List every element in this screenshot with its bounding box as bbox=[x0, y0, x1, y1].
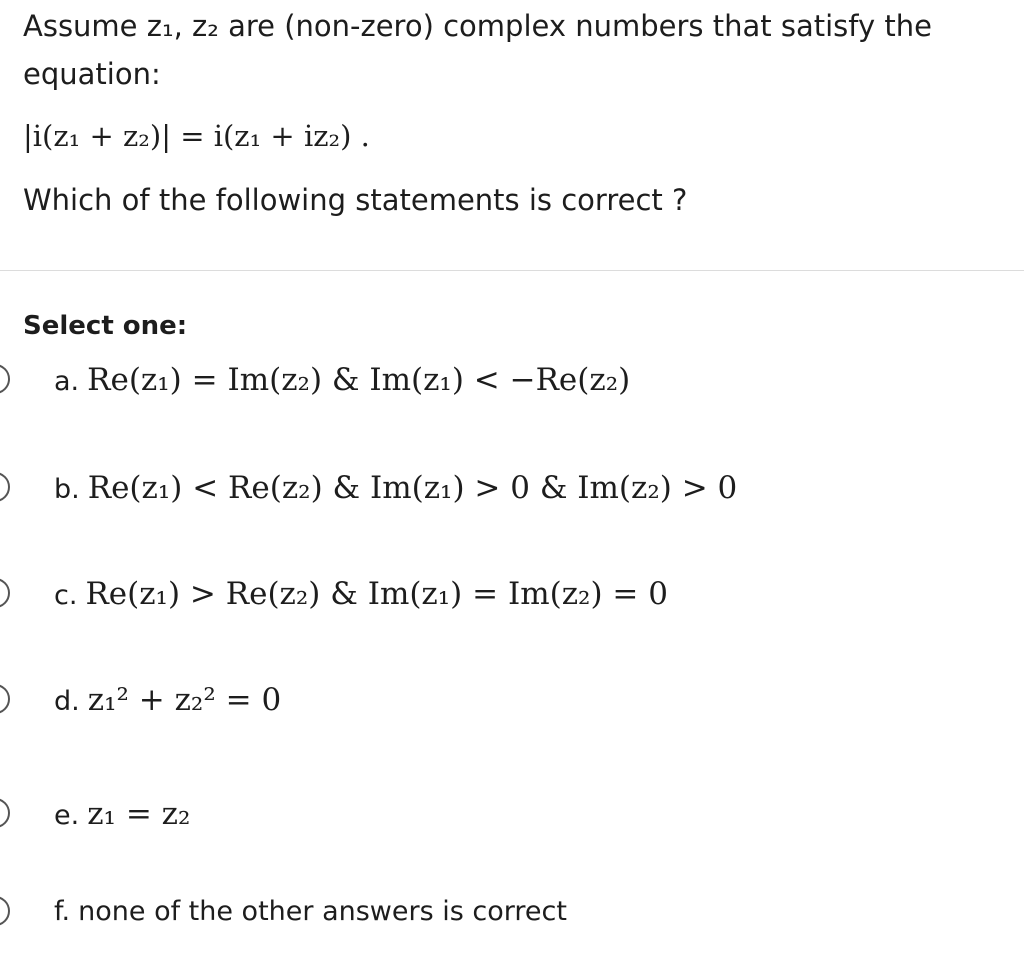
option-c-math: Re(z₁) > Re(z₂) & Im(z₁) = Im(z₂) = 0 bbox=[85, 576, 668, 612]
select-one-label: Select one: bbox=[23, 311, 188, 341]
option-f[interactable] bbox=[0, 884, 1000, 944]
option-a-letter: a. bbox=[54, 366, 80, 397]
option-e-radio[interactable] bbox=[0, 798, 10, 828]
section-divider bbox=[0, 270, 1024, 271]
option-a-radio[interactable] bbox=[0, 364, 10, 394]
option-d-letter: d. bbox=[54, 686, 80, 717]
option-e-math: z₁ = z₂ bbox=[87, 796, 191, 832]
question-line-1: Assume z₁, z₂ are (non-zero) complex numbers that satisfy the bbox=[23, 9, 932, 43]
option-c[interactable] bbox=[0, 566, 1000, 626]
option-d-math: z₁² + z₂² = 0 bbox=[87, 682, 282, 718]
option-e[interactable] bbox=[0, 786, 1000, 846]
option-a[interactable] bbox=[0, 352, 1000, 412]
question-prompt: Which of the following statements is correct ? bbox=[23, 183, 688, 217]
option-a-math: Re(z₁) = Im(z₂) & Im(z₁) < −Re(z₂) bbox=[87, 362, 631, 398]
option-e-letter: e. bbox=[54, 800, 80, 831]
option-f-letter: f. bbox=[54, 896, 71, 927]
option-b-letter: b. bbox=[54, 474, 80, 505]
option-b-radio[interactable] bbox=[0, 472, 10, 502]
question-equation: |i(z₁ + z₂)| = i(z₁ + iz₂) . bbox=[23, 119, 370, 153]
option-d[interactable] bbox=[0, 672, 1000, 732]
option-c-letter: c. bbox=[54, 580, 78, 611]
option-c-radio[interactable] bbox=[0, 578, 10, 608]
option-f-text: none of the other answers is correct bbox=[78, 896, 567, 927]
option-b[interactable] bbox=[0, 460, 1000, 520]
option-b-math: Re(z₁) < Re(z₂) & Im(z₁) > 0 & Im(z₂) > 0 bbox=[87, 470, 738, 506]
option-f-radio[interactable] bbox=[0, 896, 10, 926]
option-d-radio[interactable] bbox=[0, 684, 10, 714]
question-line-2: equation: bbox=[23, 57, 161, 91]
